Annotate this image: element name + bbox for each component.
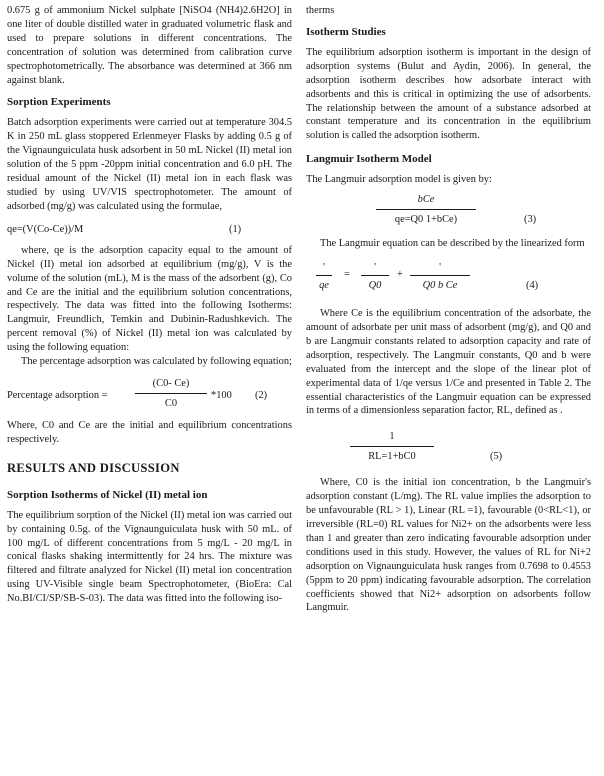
percentage-paragraph: The percentage adsorption was calculated by following equation; bbox=[21, 356, 292, 368]
equation-3-numerator: bCe bbox=[417, 194, 435, 206]
sorption-heading: Sorption Experiments bbox=[7, 96, 111, 109]
equation-4-tick-b: ' bbox=[374, 262, 376, 274]
equation-4-q0: Q0 bbox=[368, 280, 382, 292]
equation-5-denominator: RL=1+bC0 bbox=[368, 451, 416, 463]
equation-4 bbox=[306, 257, 591, 301]
isotherm-studies-paragraph: The equilibrium adsorption isotherm is important in the design of adsorption systems (Bulut and Aydin, 2006). In general, the adsorption isotherm describes how adsorbate interact with adsorbents and this is critical in optimizing the use of adsorbents. The relationship between the amount of a substance adsorbed at constant temperature and its concentration in the equilibrium solution is called the adsorption isotherm. bbox=[306, 46, 591, 142]
equation-5-numerator: 1 bbox=[389, 431, 395, 443]
langmuir-intro: The Langmuir adsorption model is given by: bbox=[306, 174, 492, 186]
final-paragraph: Where, C0 is the initial ion concentration, b the Langmuir's adsorption constant (L/mg). The RL value implies the adsorption to be unfavourable (RL > 1), Linear (RL =1), favourable (0<RL<1), or irreversible (RL=0) RL values for Ni2+ on the adsorbents were less than 1 and greater than zero indicating favourable adsorption under conditions used in this study. However, the values of RL for Ni+2 adsorption on Vignaunguiculata husk ranges from 0.7698 to 0.4553 (5ppm to 20 ppm) indicating favourable adsorption. The correlation coefficients showed that Ni2+ adsorption on adsorbents follow Langmuir. bbox=[306, 477, 591, 614]
equation-2 bbox=[7, 373, 292, 415]
equation-2-denominator: C0 bbox=[164, 397, 178, 409]
sorption-paragraph: Batch adsorption experiments were carried out at temperature 304.5 K in 250 mL glass stoppered Erlenmeyer Flasks by adding 0.5 g of the Vignaunguiculata husk adsorbent in 50 mL Nickel (II) metal ion solution of the 5 ppm -20ppm initial concentration and 6.0 pH. The residual amount of the Nickel (II) metal ion in each flask was studied by using UV/VIS spectrophotometer. The amount of adsorbed (mg/g) was calculated using the formulae, bbox=[7, 117, 292, 212]
isotherm-studies-heading: Isotherm Studies bbox=[306, 25, 386, 38]
equation-1-number: (1) bbox=[229, 223, 242, 235]
equation-1 bbox=[7, 221, 292, 239]
equation-2-numerator: (C0- Ce) bbox=[152, 377, 190, 389]
langmuir-heading: Langmuir Isotherm Model bbox=[306, 153, 432, 166]
equation-3 bbox=[306, 191, 591, 231]
equation-5 bbox=[306, 428, 591, 468]
equation-4-tick-c: ' bbox=[439, 262, 441, 274]
equation-4-q0bce: Q0 b Ce bbox=[422, 280, 458, 292]
where-paragraph-right: Where Ce is the equilibrium concentration of the adsorbate, the amount of adsorbate per unit mass of adsorbent (mg/g), and Q0 and b are Langmuir constants related to adsorption capacity and rate of adsorption, respectively. The Langmuir constants, Q0 and b were evaluated from the intercept and the slope of the linear plot of experimental data of 1/qe versus 1/Ce and presented in Table 2. The essential characteristics of the Langmuir equation can be expressed in terms of a dimensionless separation factor, RL, defined as . bbox=[306, 308, 591, 417]
equation-2-label: Percentage adsorption = bbox=[7, 389, 108, 401]
equation-5-number: (5) bbox=[490, 451, 503, 463]
equation-4-equals: = bbox=[344, 269, 350, 281]
results-heading: RESULTS AND DISCUSSION bbox=[7, 460, 180, 475]
intro-paragraph: 0.675 g of ammonium Nickel sulphate [NiSO4 (NH4)2.6H2O] in one liter of double distilled water in graduated volumetric flask and used to prepare solutions in different concentrations. The concentration of solution was determined from calibration curve spectrophotometrically. The absorbance was determined at 366 nm against blank. bbox=[7, 5, 292, 86]
continued-text: therms bbox=[306, 5, 335, 16]
isotherm-heading: Sorption Isotherms of Nickel (II) metal ion bbox=[7, 488, 208, 501]
equation-5-fraction-bar bbox=[350, 446, 434, 447]
equation-4-bar-b bbox=[361, 275, 389, 276]
equation-3-number: (3) bbox=[524, 214, 537, 226]
equation-4-tick-a: ' bbox=[323, 262, 325, 274]
right-column bbox=[306, 0, 591, 615]
equation-2-fraction-bar bbox=[135, 393, 207, 394]
where-paragraph: where, qe is the adsorption capacity equal to the amount of Nickel (II) metal ion adsorbed at equilibrium (mg/g), V is the volume of the solution (mL), M is the mass of the adsorbent (g), Co and Ce are the initial and the equilibrium solution concentrations, respectively. The data was fitted into the following Isotherms: Langmuir, Freundlich, Temkin and Dubinin-Radushkevich. The percent removal (%) of Nickel (II) metal ion was calculated by using the following equation: bbox=[7, 244, 292, 354]
equation-2-number: (2) bbox=[255, 389, 268, 401]
equation-4-number: (4) bbox=[526, 280, 539, 292]
isotherm-paragraph: The equilibrium sorption of the Nickel (II) metal ion was carried out by containing 0.5g. of the Vignaunguiculata husk with 50 mL. of 100 mg/L of different concentrations from 5 mg/L - 20 mg/L in conical flasks shaking intermittently for 24 hrs. The mixture was filtered and filtrate analyzed for Nickel (II) metal ion concentration using UV-Visible single beam Spectrophotometer, (BioEra: Cal No.BI/CI/SP/SB-S-03). The data was fitted into the following iso- bbox=[7, 509, 292, 605]
equation-4-bar-c bbox=[410, 275, 470, 276]
left-column bbox=[7, 0, 292, 606]
equation-4-bar-a bbox=[316, 275, 332, 276]
equation-3-denominator: qe=Q0 1+bCe) bbox=[394, 214, 458, 226]
where-2-paragraph: Where, C0 and Ce are the initial and equilibrium concentrations respectively. bbox=[7, 419, 292, 445]
equation-4-qe: qe bbox=[319, 280, 329, 292]
linearized-paragraph: The Langmuir equation can be described by the linearized form bbox=[320, 238, 585, 250]
equation-4-plus: + bbox=[397, 269, 403, 281]
equation-1-text: qe=(V(Co-Ce))/M bbox=[7, 223, 84, 235]
equation-2-multiplier: *100 bbox=[211, 389, 232, 401]
equation-3-fraction-bar bbox=[376, 209, 476, 210]
